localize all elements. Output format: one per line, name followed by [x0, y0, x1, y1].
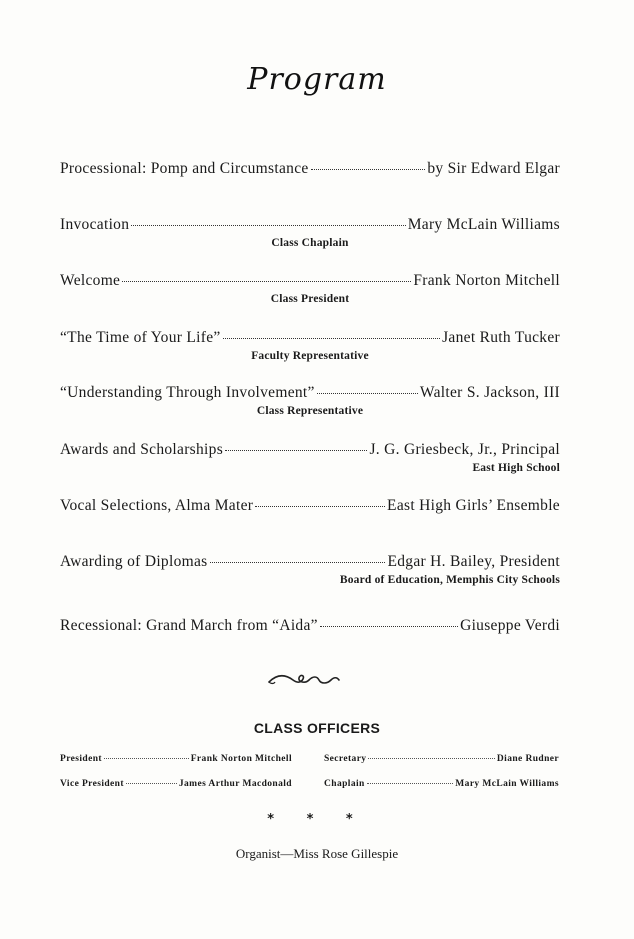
officer-secretary [324, 754, 559, 764]
program-item-performer: East High Girls’ Ensemble [387, 497, 560, 514]
program-item-recessional [60, 617, 560, 635]
program-item-label: Recessional: Grand March from “Aida” [60, 617, 318, 634]
dot-leader [317, 393, 418, 394]
program-item-performer: Janet Ruth Tucker [442, 329, 560, 346]
program-item-welcome [60, 272, 560, 305]
program-item-role: East High School [472, 462, 560, 474]
program-item-label: Awards and Scholarships [60, 441, 224, 458]
program-item-role: Class President [270, 293, 350, 305]
program-item-performer: Mary McLain Williams [407, 216, 560, 233]
program-item-label: “The Time of Your Life” [60, 329, 221, 346]
asterism-divider: * * * [267, 812, 367, 827]
program-item-role: Class Chaplain [271, 237, 349, 249]
program-item-awards [60, 441, 560, 474]
program-item-label: Invocation [60, 216, 130, 233]
officer-role: Secretary [324, 754, 367, 764]
dot-leader [131, 225, 405, 226]
program-item-processional [60, 160, 560, 178]
class-officers-heading: CLASS OFFICERS [253, 720, 381, 736]
dot-leader [367, 783, 454, 784]
flourish-ornament-icon [267, 670, 341, 688]
officer-role: Vice President [60, 779, 124, 789]
dot-leader [255, 506, 385, 507]
officer-role: Chaplain [324, 779, 365, 789]
program-item-performer: Edgar H. Bailey, President [387, 553, 560, 570]
officer-vice-president [60, 779, 292, 789]
program-item-label: “Understanding Through Involvement” [60, 384, 315, 401]
organist-credit: Organist—Miss Rose Gillespie [235, 846, 399, 861]
officer-name: Frank Norton Mitchell [190, 754, 292, 764]
program-item-role: Faculty Representative [251, 350, 369, 362]
dot-leader [122, 281, 411, 282]
program-item-performer: Walter S. Jackson, III [419, 384, 560, 401]
program-item-invocation [60, 216, 560, 249]
officer-chaplain [324, 779, 559, 789]
dot-leader [223, 338, 440, 339]
program-item-label: Vocal Selections, Alma Mater [60, 497, 254, 514]
program-item-performer: Giuseppe Verdi [460, 617, 560, 634]
program-item-role: Board of Education, Memphis City Schools [339, 574, 560, 586]
program-item-label: Awarding of Diplomas [60, 553, 208, 570]
program-item-vocal-selections [60, 497, 560, 515]
program-item-performer: by Sir Edward Elgar [427, 160, 560, 177]
program-item-time-of-your-life [60, 329, 560, 362]
program-item-understanding [60, 384, 560, 417]
dot-leader [311, 169, 426, 170]
officer-president [60, 754, 292, 764]
page-title: Program [247, 62, 387, 97]
program-item-performer: Frank Norton Mitchell [413, 272, 560, 289]
dot-leader [368, 758, 494, 759]
dot-leader [104, 758, 189, 759]
dot-leader [126, 783, 177, 784]
program-item-role: Class Representative [256, 405, 364, 417]
dot-leader [320, 626, 458, 627]
officer-name: James Arthur Macdonald [178, 779, 292, 789]
program-item-diplomas [60, 553, 560, 586]
dot-leader [225, 450, 367, 451]
officer-name: Mary McLain Williams [455, 779, 559, 789]
program-item-performer: J. G. Griesbeck, Jr., Principal [369, 441, 560, 458]
program-item-label: Processional: Pomp and Circumstance [60, 160, 309, 177]
officer-role: President [60, 754, 102, 764]
dot-leader [210, 562, 386, 563]
program-item-label: Welcome [60, 272, 121, 289]
officer-name: Diane Rudner [496, 754, 559, 764]
